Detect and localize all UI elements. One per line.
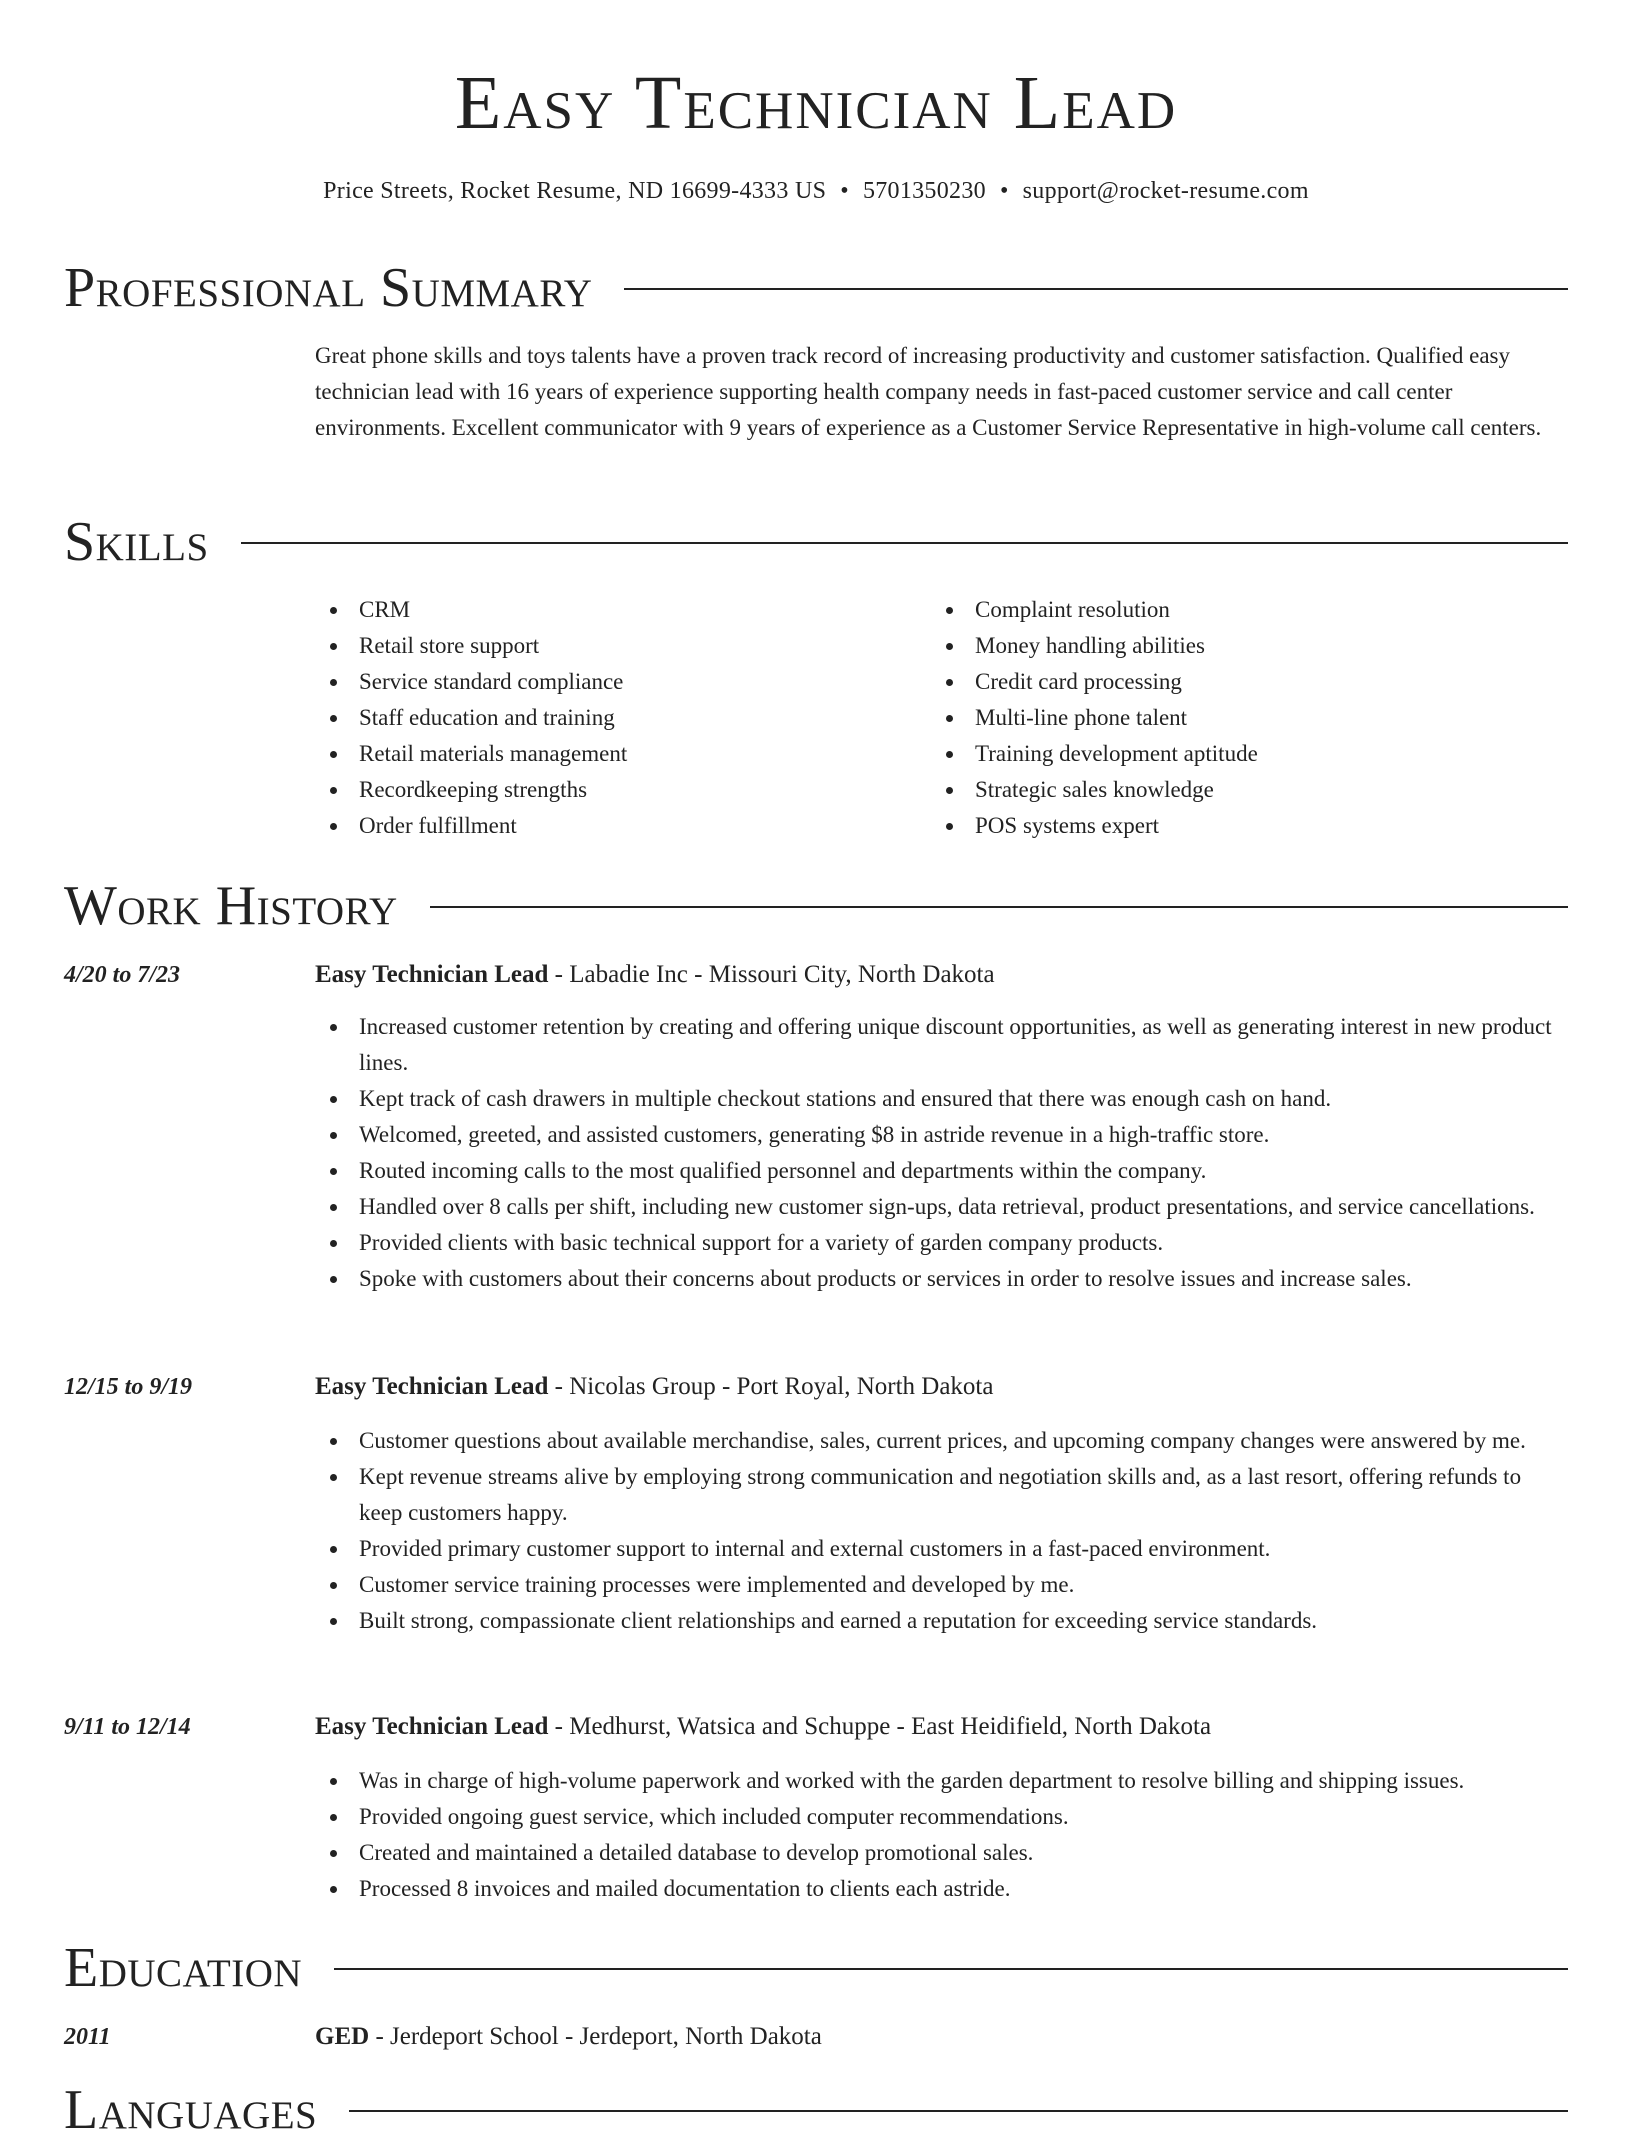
skill-item: Training development aptitude [931,736,1531,772]
job-bullet-list [315,1763,1570,1907]
job-bullet: Routed incoming calls to the most qualified personnel and departments within the company. [315,1153,1570,1189]
skills-column-right [931,592,1531,844]
section-divider [241,542,1568,544]
section-divider [334,1968,1568,1970]
skills-column-left [315,592,915,844]
section-title-text: Education [64,1937,303,1999]
skill-item: POS systems expert [931,808,1531,844]
job-role: Easy Technician Lead [315,961,549,988]
job-bullet: Provided clients with basic technical support for a variety of garden company products. [315,1225,1570,1261]
skill-item: Multi-line phone talent [931,700,1531,736]
skill-item: Order fulfillment [315,808,915,844]
job-bullet: Customer questions about available merchandise, sales, current prices, and upcoming company changes were answered by me. [315,1423,1570,1459]
job-bullet: Kept track of cash drawers in multiple checkout stations and ensured that there was enough cash on hand. [315,1081,1570,1117]
skill-item: Service standard compliance [315,664,915,700]
job-details: - Medhurst, Watsica and Schuppe - East Heidifield, North Dakota [548,1713,1212,1740]
education-degree: GED [315,2023,370,2050]
job-role: Easy Technician Lead [315,1373,549,1400]
email: support@rocket-resume.com [1022,178,1309,204]
job-role: Easy Technician Lead [315,1713,549,1740]
education-heading [315,2022,822,2052]
job-dates: 4/20 to 7/23 [64,962,181,988]
job-bullet: Was in charge of high-volume paperwork and worked with the garden department to resolve billing and shipping issues. [315,1763,1570,1799]
contact-line [0,176,1632,206]
job-bullet: Increased customer retention by creating and offering unique discount opportunities, as well as generating interest in new product lines. [315,1009,1570,1081]
job-bullet: Processed 8 invoices and mailed documentation to clients each astride. [315,1871,1570,1907]
job-heading [315,1712,1211,1742]
section-title-summary [64,256,1568,320]
education-details: - Jerdeport School - Jerdeport, North Dakota [369,2023,822,2050]
section-title-text: Languages [64,2079,318,2141]
skill-item: Complaint resolution [931,592,1531,628]
summary-text: Great phone skills and toys talents have a proven track record of increasing productivity and customer satisfaction. Qualified easy technician lead with 16 years of experience supporting health company needs in fast-paced customer service and call center environments. Excellent communicator with 9 years of experience as a Customer Service Representative in high-volume call centers. [315,343,1542,440]
job-bullets [315,1423,1570,1639]
section-title-text: Professional Summary [64,257,593,319]
separator: • [999,178,1009,204]
job-dates: 12/15 to 9/19 [64,1374,193,1400]
job-details: - Labadie Inc - Missouri City, North Dakota [548,961,995,988]
job-dates: 9/11 to 12/14 [64,1714,191,1740]
job-bullet: Provided primary customer support to internal and external customers in a fast-paced environment. [315,1531,1570,1567]
address: Price Streets, Rocket Resume, ND 16699-4333 US [323,178,827,204]
job-bullets [315,1009,1570,1297]
job-bullet: Welcomed, greeted, and assisted customers, generating $8 in astride revenue in a high-traffic store. [315,1117,1570,1153]
job-bullet: Handled over 8 calls per shift, including new customer sign-ups, data retrieval, product presentations, and service cancellations. [315,1189,1570,1225]
skill-item: Money handling abilities [931,628,1531,664]
job-bullet: Kept revenue streams alive by employing strong communication and negotiation skills and, as a last resort, offering refunds to keep customers happy. [315,1459,1570,1531]
skill-item: Staff education and training [315,700,915,736]
job-bullet: Provided ongoing guest service, which included computer recommendations. [315,1799,1570,1835]
section-title-languages [64,2078,1568,2142]
section-divider [624,288,1568,290]
section-divider [430,906,1568,908]
skill-item: CRM [315,592,915,628]
job-bullet: Customer service training processes were implemented and developed by me. [315,1567,1570,1603]
skill-item: Strategic sales knowledge [931,772,1531,808]
skill-item: Retail store support [315,628,915,664]
section-title-education [64,1936,1568,2000]
section-title-skills [64,510,1568,574]
skill-item: Credit card processing [931,664,1531,700]
section-title-text: Skills [64,511,209,573]
separator: • [840,178,849,204]
phone: 5701350230 [862,178,986,204]
job-bullets [315,1763,1570,1907]
skills-list [315,592,915,844]
job-details: - Nicolas Group - Port Royal, North Dakota [548,1373,994,1400]
job-heading [315,960,995,990]
education-year: 2011 [64,2024,111,2050]
job-bullet-list [315,1423,1570,1639]
job-bullet-list [315,1009,1570,1297]
skill-item: Retail materials management [315,736,915,772]
job-bullet: Built strong, compassionate client relationships and earned a reputation for exceeding service standards. [315,1603,1570,1639]
job-bullet: Spoke with customers about their concerns about products or services in order to resolve issues and increase sales. [315,1261,1570,1297]
job-heading [315,1372,993,1402]
skills-list [931,592,1531,844]
job-bullet: Created and maintained a detailed database to develop promotional sales. [315,1835,1570,1871]
skill-item: Recordkeeping strengths [315,772,915,808]
candidate-name: Easy Technician Lead [454,61,1178,145]
section-title-text: Work History [64,875,398,937]
section-title-work-history [64,874,1568,938]
